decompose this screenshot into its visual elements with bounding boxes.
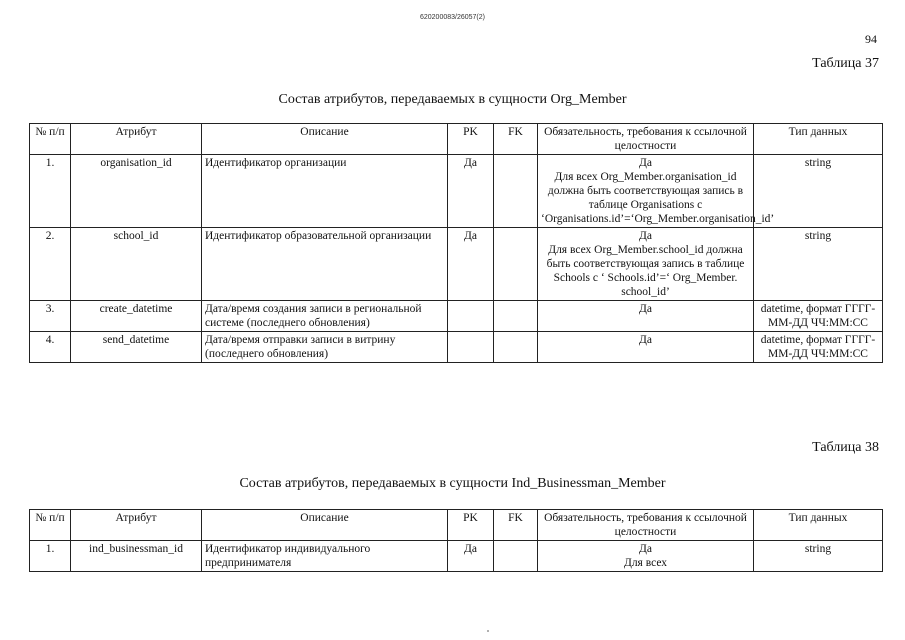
cell-fk [494,228,538,301]
header-description: Описание [202,510,448,541]
cell-data-type: string [754,155,883,228]
cell-pk: Да [448,541,494,572]
table-row [30,155,883,228]
cell-num: 2. [30,228,71,301]
header-fk: FK [494,124,538,155]
cell-num: 1. [30,155,71,228]
table-row [30,301,883,332]
cell-num: 3. [30,301,71,332]
table-37-label: Таблица 37 [812,56,879,71]
cell-data-type: datetime, формат ГГГГ-ММ-ДД ЧЧ:ММ:СС [754,301,883,332]
cell-data-type: datetime, формат ГГГГ-ММ-ДД ЧЧ:ММ:СС [754,332,883,363]
header-data-type: Тип данных [754,124,883,155]
cell-requirements: Да Для всех Org_Member.school_id должна быть соответствующая запись в таблице Schools с ‘ Schools.id’=‘ Org_Member. school_id’ [538,228,754,301]
cell-pk: Да [448,155,494,228]
cell-description: Дата/время отправки записи в витрину (последнего обновления) [202,332,448,363]
cell-fk [494,155,538,228]
header-fk: FK [494,510,538,541]
document-id: 620200083/26057(2) [419,14,485,21]
cell-num: 4. [30,332,71,363]
table-38-caption: Состав атрибутов, передаваемых в сущности Ind_Businessman_Member [239,476,666,491]
table-row [30,228,883,301]
cell-description: Идентификатор образовательной организации [202,228,448,301]
cell-description: Идентификатор индивидуального предпринимателя [202,541,448,572]
cell-fk [494,332,538,363]
cell-requirements: Да [538,332,754,363]
cell-attribute: ind_businessman_id [71,541,202,572]
header-requirements: Обязательность, требования к ссылочной целостности [538,510,754,541]
header-pk: PK [448,124,494,155]
cell-requirements: Да Для всех [538,541,754,572]
cell-description: Идентификатор организации [202,155,448,228]
table-37-header-row [30,124,883,155]
cell-attribute: school_id [71,228,202,301]
cell-requirements: Да Для всех Org_Member.organisation_id должна быть соответствующая запись в таблице Organisations с ‘Organisations.id’=‘Org_Member.organisation_id’ [538,155,754,228]
header-attribute: Атрибут [71,510,202,541]
table-38-label: Таблица 38 [812,440,879,455]
table-row [30,541,883,572]
header-requirements: Обязательность, требования к ссылочной целостности [538,124,754,155]
header-pk: PK [448,510,494,541]
cell-num: 1. [30,541,71,572]
table-37 [29,123,883,363]
cell-data-type: string [754,228,883,301]
header-data-type: Тип данных [754,510,883,541]
cell-requirements: Да [538,301,754,332]
table-row [30,332,883,363]
table-38 [29,509,883,572]
header-num: № п/п [30,510,71,541]
page-number: 94 [865,32,877,46]
cell-data-type: string [754,541,883,572]
cell-attribute: create_datetime [71,301,202,332]
table-38-header-row [30,510,883,541]
cell-pk: Да [448,228,494,301]
cell-attribute: organisation_id [71,155,202,228]
table-37-caption: Состав атрибутов, передаваемых в сущности Org_Member [278,92,627,107]
cell-fk [494,301,538,332]
header-description: Описание [202,124,448,155]
header-num: № п/п [30,124,71,155]
cell-pk [448,332,494,363]
scan-speck [487,630,489,632]
header-attribute: Атрибут [71,124,202,155]
cell-fk [494,541,538,572]
cell-description: Дата/время создания записи в региональной системе (последнего обновления) [202,301,448,332]
cell-pk [448,301,494,332]
cell-attribute: send_datetime [71,332,202,363]
